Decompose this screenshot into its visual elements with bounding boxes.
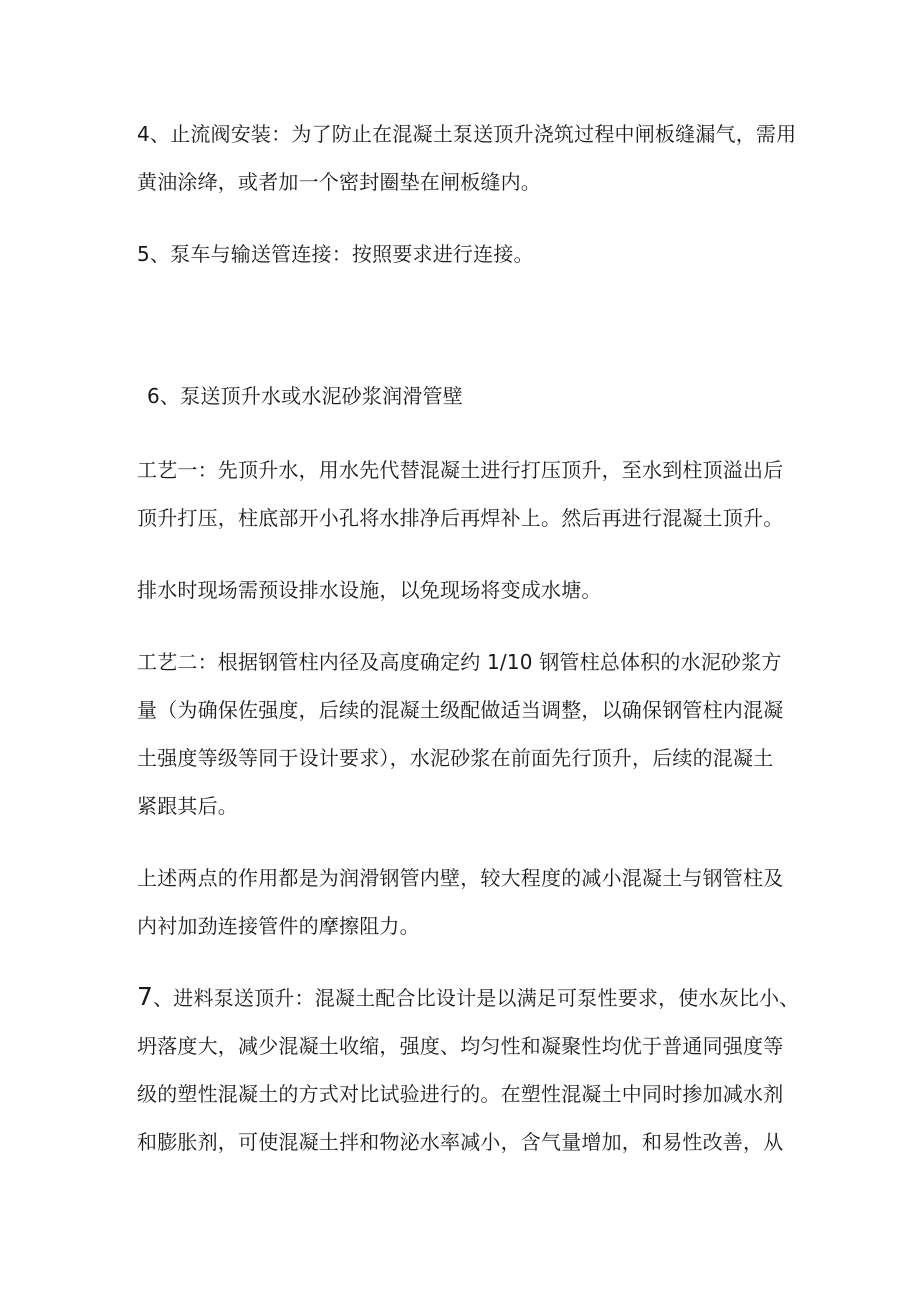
paragraph-7-line-1 xyxy=(137,984,800,1011)
paragraph-7-line-1-text: 、进料泵送顶升：混凝土配合比设计是以满足可泵性要求，使水灰比小、 xyxy=(153,986,800,1010)
paragraph-7-line-3: 级的塑性混凝土的方式对比试验进行的。在塑性混凝土中同时掺加减水剂 xyxy=(137,1082,784,1106)
paragraph-7-line-4: 和膨胀剂，可使混凝土拌和物泌水率减小，含气量增加，和易性改善，从 xyxy=(137,1130,784,1154)
paragraph-4-line-1: 4、止流阀安装：为了防止在混凝土泵送顶升浇筑过程中闸板缝漏气，需用 xyxy=(137,122,797,146)
craft-two-line-4: 紧跟其后。 xyxy=(137,794,238,818)
craft-two-line-3: 土强度等级等同于设计要求），水泥砂浆在前面先行顶升，后续的混凝土 xyxy=(137,746,774,770)
craft-two-line-2: 量（为确保佐强度，后续的混凝土级配做适当调整，以确保钢管柱内混凝 xyxy=(137,698,784,722)
craft-one-line-1: 工艺一：先顶升水，用水先代替混凝土进行打压顶升，至水到柱顶溢出后 xyxy=(137,458,784,482)
paragraph-7-line-2: 坍落度大，减少混凝土收缩，强度、均匀性和凝聚性均优于普通同强度等 xyxy=(137,1034,784,1058)
paragraph-5-line-1: 5、泵车与输送管连接：按照要求进行连接。 xyxy=(137,242,534,266)
effect-line-1: 上述两点的作用都是为润滑钢管内壁，较大程度的减小混凝土与钢管柱及 xyxy=(137,866,784,890)
drain-note-line-1: 排水时现场需预设排水设施，以免现场将变成水塘。 xyxy=(137,578,602,602)
paragraph-4-line-2: 黄油涂绛，或者加一个密封圈垫在闸板缝内。 xyxy=(137,170,541,194)
effect-line-2: 内衬加劲连接管件的摩擦阻力。 xyxy=(137,914,420,938)
section-6-heading: 6、泵送顶升水或水泥砂浆润滑管壁 xyxy=(147,384,463,408)
craft-one-line-2: 顶升打压，柱底部开小孔将水排净后再焊补上。然后再进行混凝土顶升。 xyxy=(137,506,784,530)
craft-two-line-1: 工艺二：根据钢管柱内径及高度确定约 1/10 钢管柱总体积的水泥砂浆方 xyxy=(137,650,782,674)
paragraph-7-number: 7 xyxy=(137,982,154,1011)
